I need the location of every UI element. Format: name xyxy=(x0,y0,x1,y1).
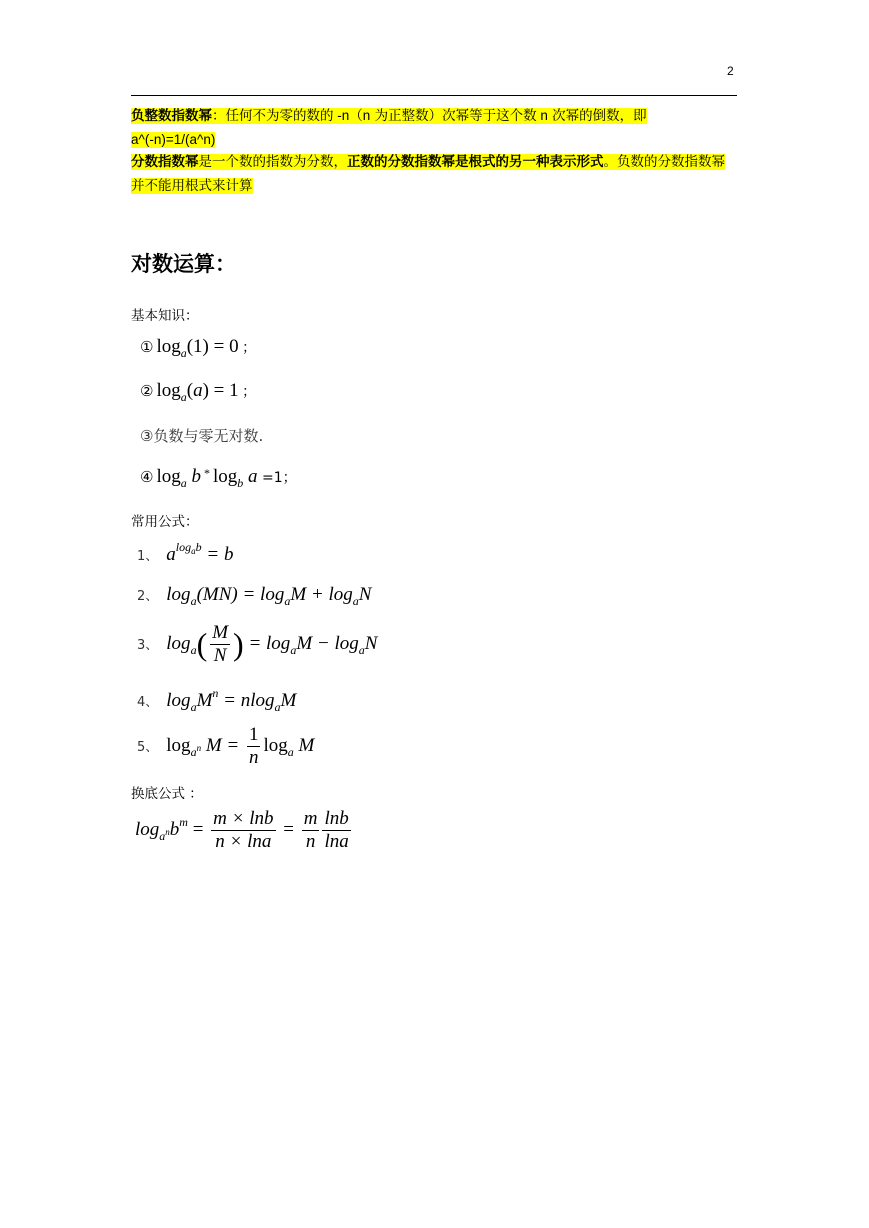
open-paren: ( xyxy=(186,380,194,401)
change-of-base-label: 换底公式 ： xyxy=(131,786,203,802)
change-of-base-formula xyxy=(135,808,354,853)
log-base-power: n xyxy=(165,826,170,837)
log-base-3: a xyxy=(358,642,365,657)
equals-one: =1； xyxy=(257,470,297,486)
fraction-3-numerator: lnb xyxy=(324,808,349,829)
fraction-3-denominator: lna xyxy=(324,831,349,852)
term-m: M + log xyxy=(290,584,353,605)
rhs-term-n: N xyxy=(364,632,378,654)
log-base: a xyxy=(190,744,197,759)
rhs-log: = nlog xyxy=(218,690,275,711)
fraction-denominator: N xyxy=(213,645,227,666)
rhs-log: = log xyxy=(243,632,291,654)
log-text: log xyxy=(166,632,191,654)
equals-one: ) = 1 xyxy=(202,380,239,401)
negative-exponent-text-3: 为正整数）次幂等于这个数 xyxy=(370,108,537,124)
log-argument: b xyxy=(186,466,201,487)
formula-2 xyxy=(137,584,371,609)
log-argument: a xyxy=(193,380,203,401)
fractional-exponent-text-1: 是一个数的指数为分数， xyxy=(198,154,347,170)
log-base: a xyxy=(190,594,197,608)
fraction-numerator: M xyxy=(212,622,229,643)
negative-exponent-n: -n xyxy=(333,108,350,123)
open-paren: ( xyxy=(196,626,208,662)
rhs: = b xyxy=(201,544,234,565)
equals-sign-2: = xyxy=(278,818,299,840)
negative-exponent-text-4: 次幂的倒数，即 xyxy=(547,108,647,124)
equals-sign-1: = xyxy=(187,818,209,840)
log-base-2: b xyxy=(237,476,244,490)
log-base: a xyxy=(190,642,197,657)
colon: ： xyxy=(212,108,226,124)
item-marker: ④ xyxy=(140,468,154,486)
log-base: a xyxy=(190,700,197,714)
multiply-sign: * xyxy=(200,466,213,480)
basic-item-3: ③负数与零无对数. xyxy=(140,427,264,445)
negative-exponent-formula: a^(-n)=1/(a^n) xyxy=(131,132,216,147)
log-text: log xyxy=(135,818,160,840)
log-base-2: a xyxy=(287,744,294,759)
log-text: log xyxy=(156,466,181,487)
fraction-2-denominator: n xyxy=(305,831,316,852)
term-m: M = xyxy=(201,734,244,756)
log-base-2: a xyxy=(284,594,291,608)
formula-3 xyxy=(137,622,377,667)
formula-number: 1、 xyxy=(137,549,159,564)
basic-knowledge-label: 基本知识： xyxy=(131,308,199,324)
fractional-exponent-bold-text: 正数的分数指数幂是根式的另一种表示形式 xyxy=(347,154,604,170)
formula-number: 2、 xyxy=(137,589,159,604)
fraction-numerator: 1 xyxy=(248,724,259,745)
rhs-term-m: M xyxy=(280,690,297,711)
rhs-term-m: M − log xyxy=(296,632,359,654)
log-text-2: log xyxy=(212,466,238,487)
fractional-exponent-paragraph xyxy=(131,150,737,198)
negative-exponent-text-1: 任何不为零的数的 xyxy=(225,108,334,124)
section-title: 对数运算： xyxy=(131,252,236,276)
log-argument: (1) = 0 xyxy=(186,336,239,357)
log-text: log xyxy=(166,734,191,756)
argument-b: b xyxy=(169,818,180,840)
basic-item-4 xyxy=(140,466,297,491)
semicolon: ； xyxy=(238,385,257,400)
common-formulas-label: 常用公式： xyxy=(131,514,199,530)
fraction-2-numerator: m xyxy=(303,808,318,829)
semicolon: ； xyxy=(238,341,257,356)
log-base-power: n xyxy=(196,742,202,753)
basic-item-1 xyxy=(140,336,256,361)
log-text: log xyxy=(166,584,191,605)
base-a: a xyxy=(166,544,176,565)
page-number: 2 xyxy=(727,64,734,78)
header-rule xyxy=(131,95,737,96)
log-base-3: a xyxy=(352,594,359,608)
formula-number: 3、 xyxy=(137,637,159,653)
negative-exponent-term: 负整数指数幂 xyxy=(131,108,212,124)
item-marker: ② xyxy=(140,382,154,400)
log-base-2: a xyxy=(290,642,297,657)
log-text: log xyxy=(156,380,181,401)
term-m: M xyxy=(196,690,213,711)
log-base: a xyxy=(180,390,187,404)
rhs-term-m: M xyxy=(293,734,315,756)
log-argument-2: a xyxy=(243,466,258,487)
item-marker: ① xyxy=(140,338,154,356)
exponent-log: log xyxy=(175,540,192,554)
negative-exponent-n3: n xyxy=(536,108,548,123)
log-base: a xyxy=(180,476,187,490)
formula-number: 5、 xyxy=(137,739,159,755)
log-base: a xyxy=(159,828,166,843)
negative-exponent-paragraph xyxy=(131,104,737,152)
term-n: N xyxy=(358,584,372,605)
formula-number: 4、 xyxy=(137,695,159,710)
rhs-log: log xyxy=(263,734,288,756)
power-m: m xyxy=(179,814,188,829)
fractional-exponent-term: 分数指数幂 xyxy=(131,154,199,170)
log-argument: (MN) = log xyxy=(196,584,285,605)
basic-item-2 xyxy=(140,380,256,405)
fraction-numerator: m × lnb xyxy=(213,808,274,829)
close-paren: ) xyxy=(233,626,244,662)
log-base-2: a xyxy=(274,700,281,714)
exponent-log-arg: b xyxy=(195,540,202,554)
fraction-denominator: n × lna xyxy=(215,831,272,852)
formula-4 xyxy=(137,686,296,715)
formula-5 xyxy=(137,724,314,769)
exponent-log-base: a xyxy=(191,546,196,556)
negative-exponent-text-2: （ xyxy=(349,108,363,124)
negative-exponent-n2: n xyxy=(362,108,371,123)
power-n: n xyxy=(212,686,219,700)
formula-1 xyxy=(137,540,233,566)
log-base: a xyxy=(180,346,187,360)
log-text: log xyxy=(156,336,181,357)
fraction-denominator: n xyxy=(248,747,259,768)
log-text: log xyxy=(166,690,191,711)
fractional-exponent-text-2: 。负数的分数指数幂并不能用根式来计算 xyxy=(131,154,725,194)
